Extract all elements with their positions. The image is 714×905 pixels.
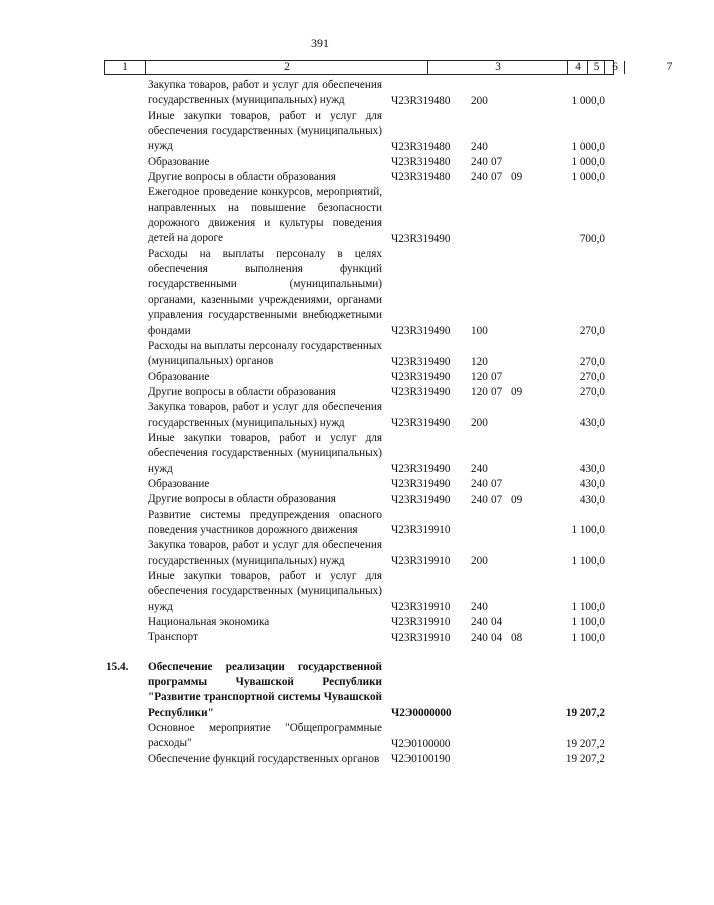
row-name: Закупка товаров, работ и услуг для обеспечения государственных (муниципальных) нужд [148,539,382,567]
table-row [0,752,640,767]
target-article-code: Ч23R319910 [391,631,451,644]
target-article-code: Ч23R319490 [391,416,451,429]
table-row [0,508,640,539]
table-row [0,109,640,155]
table-row [0,155,640,170]
row-spacer [0,646,640,660]
target-article-code: Ч23R319490 [391,462,451,475]
expense-type-code: 200 [471,416,488,429]
target-article-code: Ч2Э0100190 [391,753,451,766]
row-number: 15.4. [106,660,129,673]
expense-type-code: 240 [471,462,488,475]
subsection-code: 09 [511,386,523,399]
table-row [0,569,640,615]
subsection-code: 09 [511,171,523,184]
table-row [0,339,640,370]
target-article-code: Ч23R319490 [391,232,451,245]
row-amount: 1 100,0 [571,631,605,644]
target-article-code: Ч23R319490 [391,386,451,399]
target-article-code: Ч23R319910 [391,555,451,567]
table-row [0,538,640,569]
row-amount: 270,0 [579,355,605,368]
table-row [0,170,640,185]
expense-type-code: 240 [471,616,488,629]
expense-type-code: 240 [471,478,488,491]
row-amount: 19 207,2 [565,707,605,720]
expense-type-code: 120 [471,386,488,399]
table-row [0,385,640,400]
table-body [0,78,640,767]
row-amount: 1 000,0 [571,156,605,169]
row-name: Закупка товаров, работ и услуг для обеспечения государственных (муниципальных) нужд [148,79,382,107]
expense-type-code: 240 [471,493,488,506]
section-code: 04 [491,631,503,644]
row-name: Национальная экономика [148,616,270,629]
table-row [0,721,640,752]
row-name: Расходы на выплаты персоналу в целях обеспечения выполнения функций государственными (муниципальными) органами, казенными учреждениями, органами управления государственными внебюджетными фондами [148,247,382,337]
expense-type-code: 200 [471,555,488,567]
expense-type-code: 200 [471,94,488,107]
row-name: Ежегодное проведение конкурсов, мероприятий, направленных на повышение безопасности дорожного движения и культуры поведения детей на дороге [148,186,382,245]
row-name: Расходы на выплаты персоналу государственных (муниципальных) органов [148,339,382,368]
header-col-6: 6 [604,61,625,74]
target-article-code: Ч23R319490 [391,324,451,337]
expense-type-code: 120 [471,370,488,383]
row-amount: 1 100,0 [571,555,605,567]
section-code: 07 [491,493,503,506]
expense-type-code: 240 [471,601,488,614]
row-amount: 1 100,0 [571,616,605,629]
header-col-5: 5 [587,61,605,74]
subsection-code: 09 [511,493,523,506]
section-code: 04 [491,616,503,629]
row-amount: 270,0 [579,370,605,383]
table-row [0,492,640,507]
table-row [0,630,640,645]
row-name: Другие вопросы в области образования [148,171,336,184]
expense-type-code: 240 [471,171,488,184]
row-name: Образование [148,370,210,383]
row-name: Образование [148,155,210,168]
row-name: Иные закупки товаров, работ и услуг для обеспечения государственных (муниципальных) нужд [148,570,382,613]
row-amount: 19 207,2 [565,753,605,766]
target-article-code: Ч23R319910 [391,524,451,537]
row-name: Транспорт [148,631,198,644]
table-row [0,185,640,246]
row-name: Образование [148,477,210,490]
header-col-3: 3 [427,61,568,74]
row-name: Обеспечение реализации государственной программы Чувашской Республики "Развитие транспортной системы Чувашской Республики" [148,660,382,719]
row-name: Иные закупки товаров, работ и услуг для обеспечения государственных (муниципальных) нужд [148,431,382,475]
target-article-code: Ч23R319480 [391,140,451,153]
row-amount: 1 100,0 [571,601,605,614]
table-row [0,431,640,477]
expense-type-code: 240 [471,156,488,169]
row-amount: 430,0 [579,462,605,475]
row-name: Развитие системы предупреждения опасного поведения участников дорожного движения [148,508,382,536]
row-name: Закупка товаров, работ и услуг для обеспечения государственных (муниципальных) нужд [148,401,382,429]
row-amount: 1 000,0 [571,171,605,184]
target-article-code: Ч2Э0100000 [391,737,451,750]
row-amount: 430,0 [579,493,605,506]
target-article-code: Ч23R319480 [391,171,451,184]
section-code: 07 [491,478,503,491]
target-article-code: Ч23R319910 [391,616,451,629]
row-amount: 1 000,0 [571,94,605,107]
row-amount: 270,0 [579,324,605,337]
row-amount: 270,0 [579,386,605,399]
table-row [0,477,640,492]
row-name: Другие вопросы в области образования [148,493,336,506]
expense-type-code: 100 [471,324,488,337]
row-amount: 700,0 [579,232,605,245]
expense-type-code: 240 [471,140,488,153]
section-code: 07 [491,171,503,184]
row-name: Иные закупки товаров, работ и услуг для обеспечения государственных (муниципальных) нужд [148,109,382,153]
target-article-code: Ч2Э0000000 [391,707,452,720]
target-article-code: Ч23R319910 [391,601,451,614]
section-code: 07 [491,156,503,169]
expense-type-code: 240 [471,631,488,644]
row-amount: 430,0 [579,416,605,429]
row-name: Другие вопросы в области образования [148,385,336,398]
row-amount: 1 100,0 [571,524,605,537]
row-name: Обеспечение функций государственных органов [148,752,380,765]
target-article-code: Ч23R319480 [391,94,451,107]
header-col-2: 2 [145,61,428,74]
row-amount: 1 000,0 [571,140,605,153]
target-article-code: Ч23R319490 [391,493,451,506]
table-row [0,660,640,721]
target-article-code: Ч23R319490 [391,478,451,491]
page-number: 391 [311,36,329,50]
expense-type-code: 120 [471,355,488,368]
table-row [0,78,640,109]
header-col-1: 1 [122,61,128,73]
row-name: Основное мероприятие "Общепрограммные расходы" [148,722,382,750]
target-article-code: Ч23R319480 [391,156,451,169]
section-code: 07 [491,386,503,399]
section-code: 07 [491,370,503,383]
header-col-7: 7 [624,61,714,74]
table-row [0,615,640,630]
table-header [104,60,673,75]
target-article-code: Ч23R319490 [391,355,451,368]
row-amount: 19 207,2 [565,737,605,750]
target-article-code: Ч23R319490 [391,370,451,383]
table-row [0,370,640,385]
subsection-code: 08 [511,631,523,644]
table-row [0,247,640,339]
row-amount: 430,0 [579,478,605,491]
table-row [0,400,640,431]
header-col-4: 4 [567,61,588,74]
